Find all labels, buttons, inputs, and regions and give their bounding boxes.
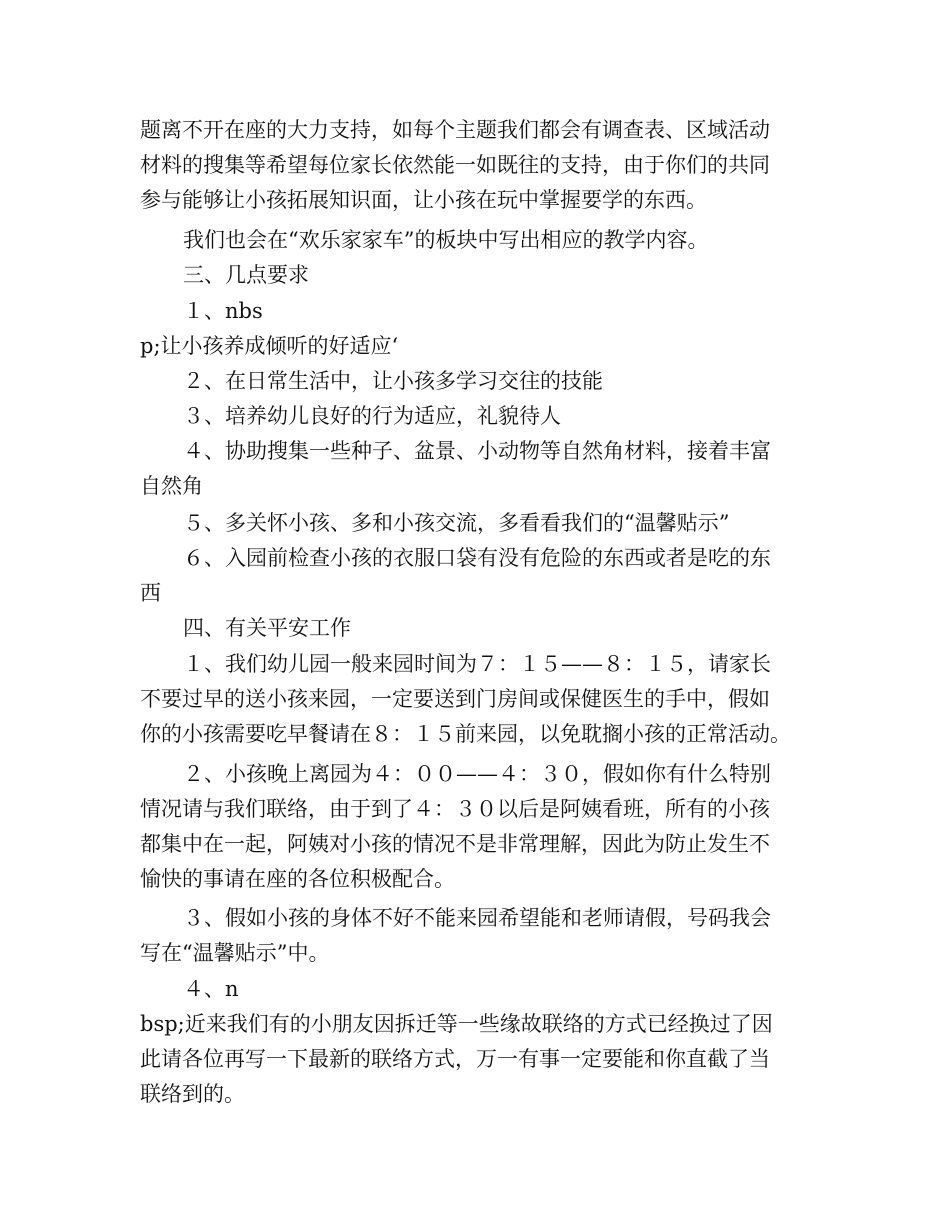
paragraph-line: p;让小孩养成倾听的好适应‘ xyxy=(140,334,399,358)
section-heading: 三、几点要求 xyxy=(183,263,309,287)
paragraph-line: 自然角 xyxy=(140,474,203,498)
list-item: ５、多关怀小孩、多和小孩交流，多看看我们的“温馨贴示” xyxy=(183,511,730,535)
paragraph-line: 愉快的事请在座的各位积极配合。 xyxy=(140,867,455,891)
list-item: ４、协助搜集一些种子、盆景、小动物等自然角材料，接着丰富 xyxy=(183,439,771,463)
paragraph-line: 不要过早的送小孩来园，一定要送到门房间或保健医生的手中，假如 xyxy=(140,687,770,711)
list-item: １、我们幼儿园一般来园时间为７：１５——８：１５，请家长 xyxy=(183,652,771,676)
paragraph-line: 你的小孩需要吃早餐请在８：１５前来园，以免耽搁小孩的正常活动。 xyxy=(140,722,791,746)
paragraph-line: 参与能够让小孩拓展知识面，让小孩在玩中掌握要学的东西。 xyxy=(140,188,707,212)
paragraph-line: 此请各位再写一下最新的联络方式，万一有事一定要能和你直截了当 xyxy=(140,1047,770,1071)
paragraph-line: 材料的搜集等希望每位家长依然能一如既往的支持，由于你们的共同 xyxy=(140,153,770,177)
list-item: ２、小孩晚上离园为４：００——４：３０，假如你有什么特别 xyxy=(183,762,771,786)
list-item: ２、在日常生活中，让小孩多学习交往的技能 xyxy=(183,369,603,393)
paragraph-line: 题离不开在座的大力支持，如每个主题我们都会有调查表、区域活动 xyxy=(140,118,770,142)
paragraph-line: 写在“温馨贴示”中。 xyxy=(140,941,330,965)
paragraph-line: 都集中在一起，阿姨对小孩的情况不是非常理解，因此为防止发生不 xyxy=(140,832,770,856)
paragraph-line: 联络到的。 xyxy=(140,1082,245,1106)
list-item-number: ４、n xyxy=(183,977,239,1001)
paragraph-line: 情况请与我们联络，由于到了４：３０以后是阿姨看班，所有的小孩 xyxy=(140,797,770,821)
list-item: ３、假如小孩的身体不好不能来园希望能和老师请假，号码我会 xyxy=(183,906,771,930)
list-item: ６、入园前检查小孩的衣服口袋有没有危险的东西或者是吃的东 xyxy=(183,546,771,570)
list-item: ３、培养幼儿良好的行为适应，礼貌待人 xyxy=(183,404,561,428)
list-item-number: １、nbs xyxy=(183,299,263,323)
paragraph-line: 西 xyxy=(140,581,161,605)
paragraph-line: 我们也会在“欢乐家家车”的板块中写出相应的教学内容。 xyxy=(183,228,709,252)
paragraph-line: bsp;近来我们有的小朋友因拆迁等一些缘故联络的方式已经换过了因 xyxy=(140,1012,773,1036)
section-heading: 四、有关平安工作 xyxy=(183,616,351,640)
